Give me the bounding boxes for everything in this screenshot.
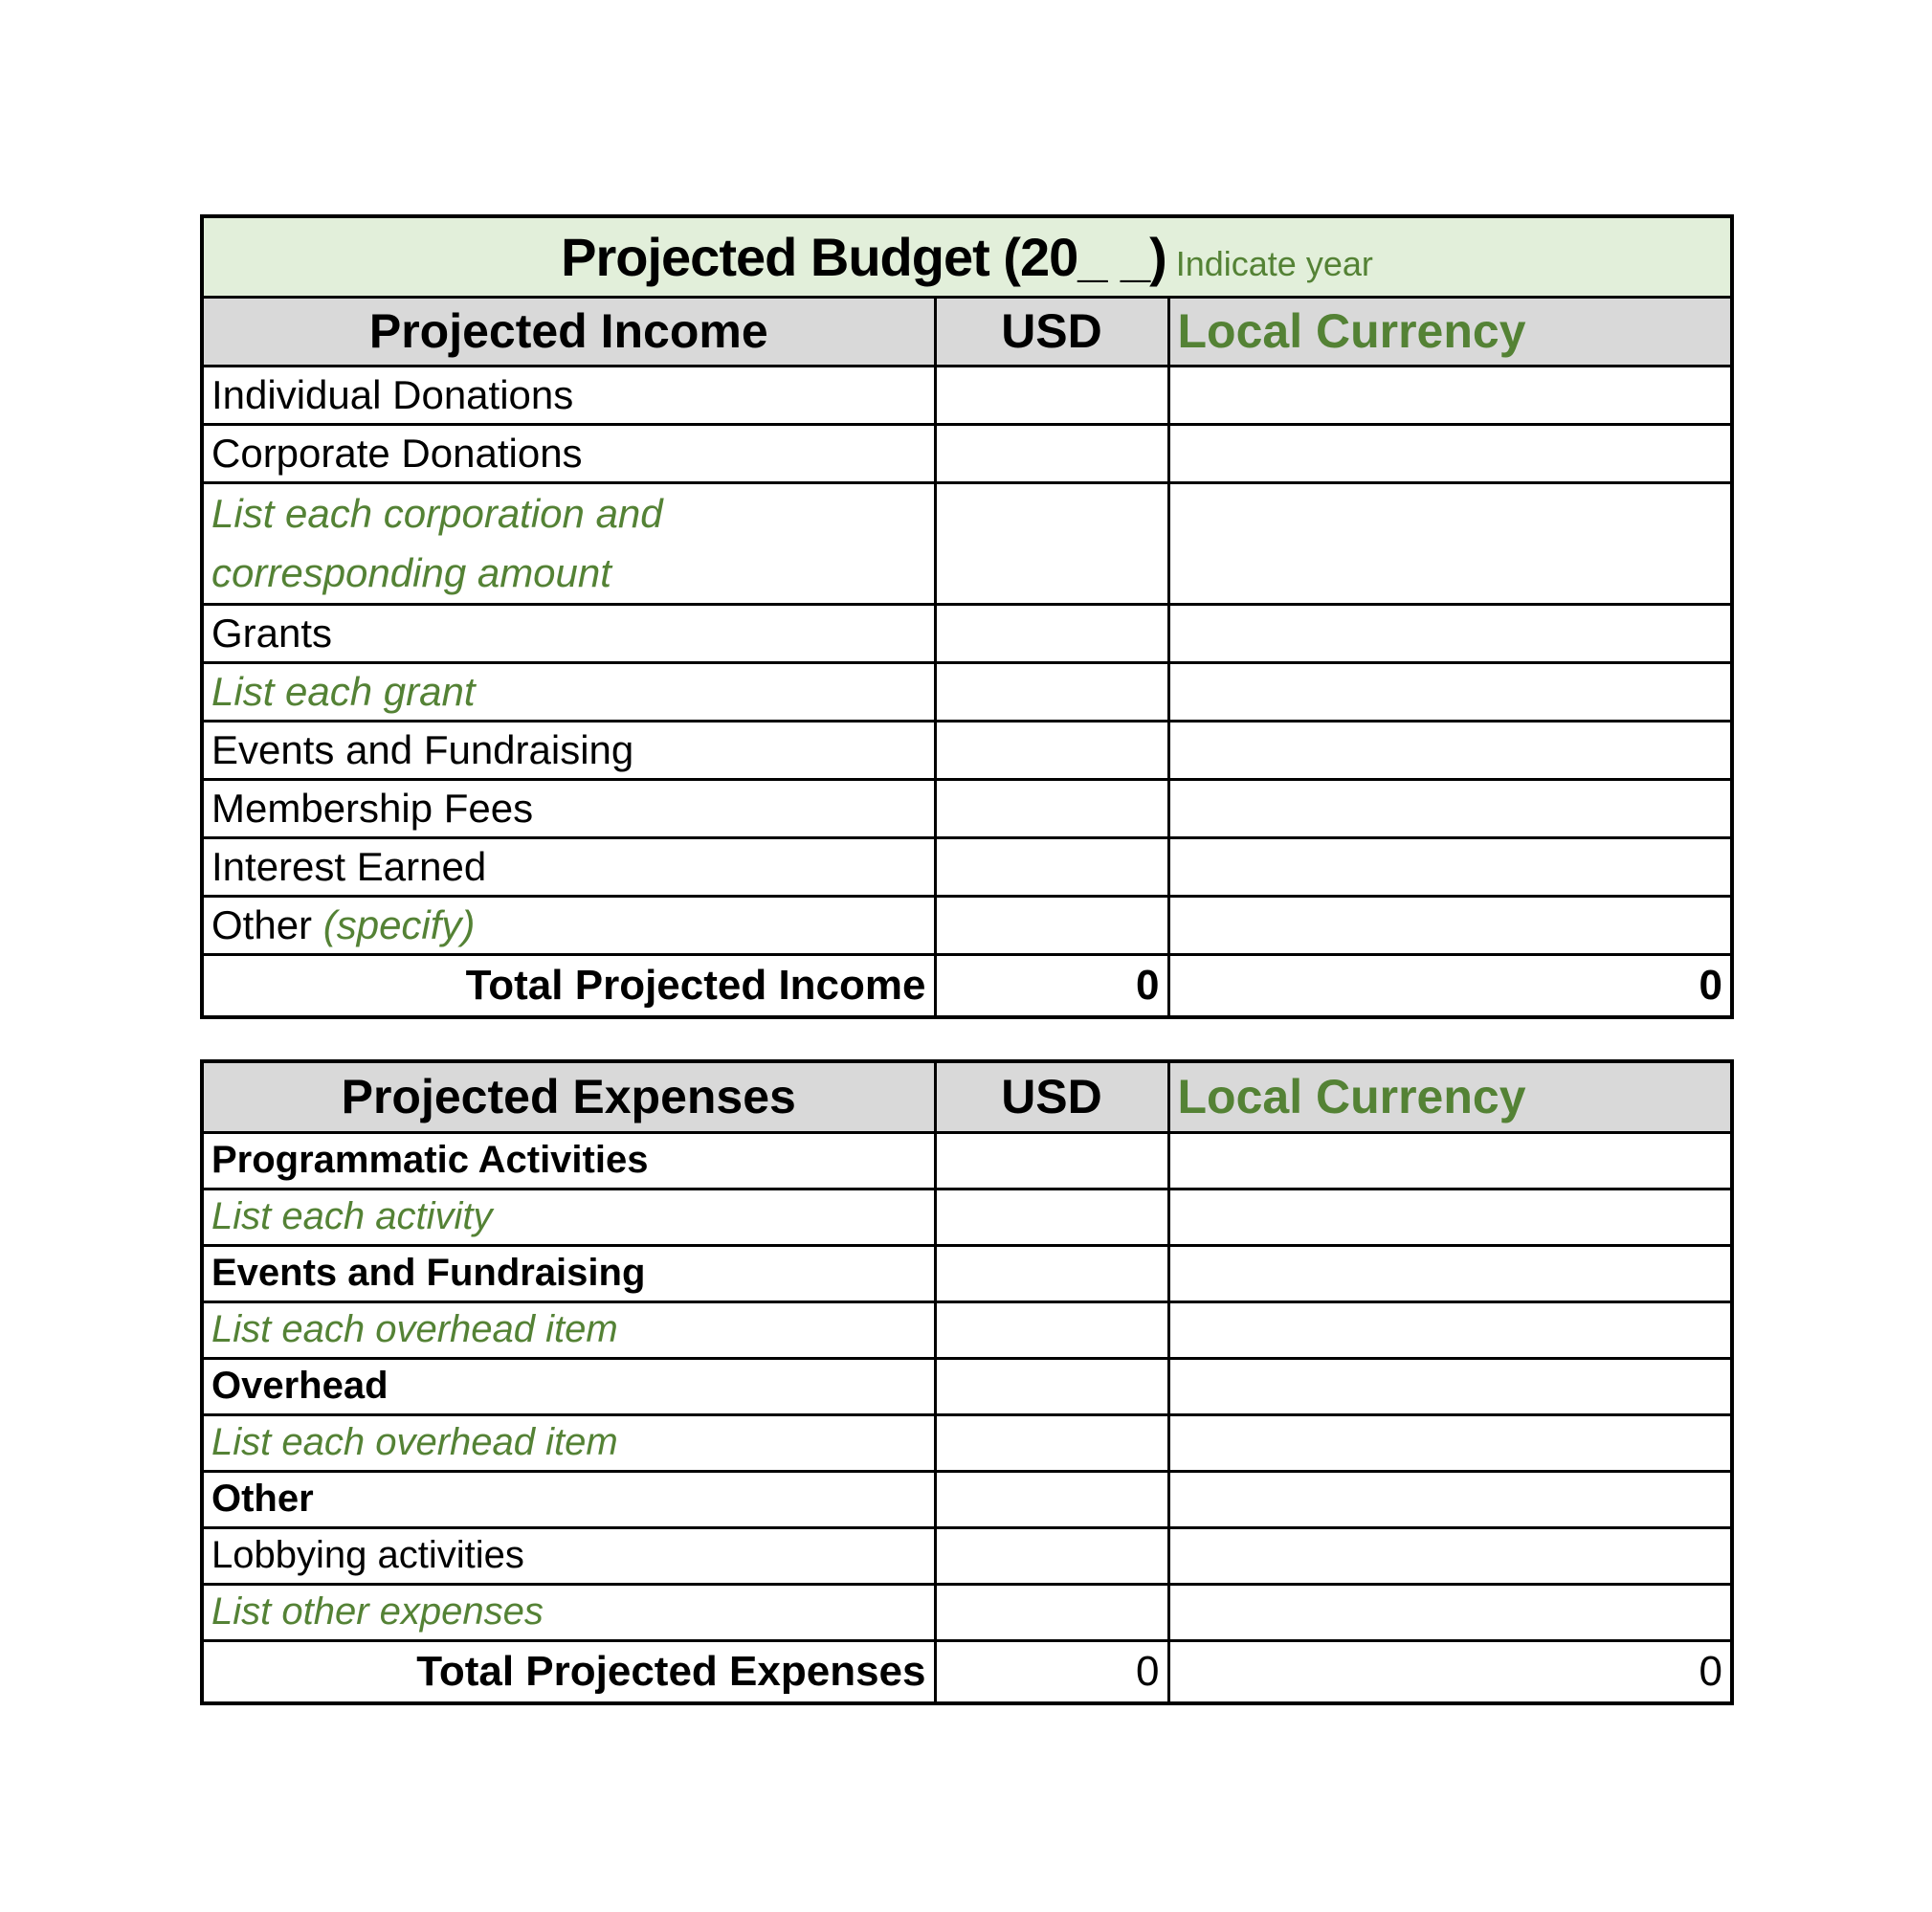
usd-cell[interactable] xyxy=(935,1245,1168,1301)
total-expenses-label: Total Projected Expenses xyxy=(204,1640,935,1701)
local-cell[interactable] xyxy=(1168,779,1730,837)
category-label: Overhead xyxy=(204,1358,935,1414)
usd-cell[interactable] xyxy=(935,1358,1168,1414)
total-income-local: 0 xyxy=(1168,954,1730,1015)
usd-cell[interactable] xyxy=(935,896,1168,954)
usd-cell[interactable] xyxy=(935,662,1168,721)
expenses-table xyxy=(200,1059,1734,1705)
table-row xyxy=(204,1358,1730,1414)
table-row xyxy=(204,482,1730,604)
table-row xyxy=(204,1132,1730,1189)
local-currency-header: Local Currency xyxy=(1168,297,1730,366)
total-income-label: Total Projected Income xyxy=(204,954,935,1015)
income-header-row xyxy=(204,297,1730,366)
usd-cell[interactable] xyxy=(935,1471,1168,1527)
table-row xyxy=(204,896,1730,954)
row-label: Grants xyxy=(204,604,935,662)
total-expenses-usd: 0 xyxy=(935,1640,1168,1701)
local-cell[interactable] xyxy=(1168,837,1730,896)
local-cell[interactable] xyxy=(1168,482,1730,604)
local-cell[interactable] xyxy=(1168,1471,1730,1527)
row-label-hint: List each overhead item xyxy=(204,1301,935,1358)
row-label: Corporate Donations xyxy=(204,424,935,482)
usd-cell[interactable] xyxy=(935,1584,1168,1640)
usd-cell[interactable] xyxy=(935,837,1168,896)
expenses-header-label: Projected Expenses xyxy=(204,1063,935,1132)
local-currency-header: Local Currency xyxy=(1168,1063,1730,1132)
local-cell[interactable] xyxy=(1168,1301,1730,1358)
row-label: Interest Earned xyxy=(204,837,935,896)
category-label: Programmatic Activities xyxy=(204,1132,935,1189)
local-cell[interactable] xyxy=(1168,424,1730,482)
row-label: Events and Fundraising xyxy=(204,721,935,779)
row-label-hint: List each activity xyxy=(204,1189,935,1245)
category-label: Other xyxy=(204,1471,935,1527)
usd-cell[interactable] xyxy=(935,604,1168,662)
expenses-total-row xyxy=(204,1640,1730,1701)
usd-cell[interactable] xyxy=(935,1301,1168,1358)
table-row xyxy=(204,424,1730,482)
local-cell[interactable] xyxy=(1168,896,1730,954)
row-label: Other xyxy=(211,901,313,947)
local-cell[interactable] xyxy=(1168,1527,1730,1584)
usd-cell[interactable] xyxy=(935,721,1168,779)
category-label: Events and Fundraising xyxy=(204,1245,935,1301)
row-label: Lobbying activities xyxy=(204,1527,935,1584)
usd-cell[interactable] xyxy=(935,1527,1168,1584)
row-label-other xyxy=(204,896,935,954)
table-row xyxy=(204,366,1730,424)
local-cell[interactable] xyxy=(1168,1358,1730,1414)
row-label-hint: List each corporation and corresponding amount xyxy=(204,482,935,604)
income-header-label: Projected Income xyxy=(204,297,935,366)
table-row xyxy=(204,1584,1730,1640)
local-cell[interactable] xyxy=(1168,1414,1730,1471)
local-cell[interactable] xyxy=(1168,1245,1730,1301)
local-cell[interactable] xyxy=(1168,366,1730,424)
expenses-header-row xyxy=(204,1063,1730,1132)
row-label-hint: List other expenses xyxy=(204,1584,935,1640)
local-cell[interactable] xyxy=(1168,1132,1730,1189)
local-cell[interactable] xyxy=(1168,721,1730,779)
table-row xyxy=(204,779,1730,837)
row-label: Individual Donations xyxy=(204,366,935,424)
row-label: Membership Fees xyxy=(204,779,935,837)
table-row xyxy=(204,837,1730,896)
local-cell[interactable] xyxy=(1168,662,1730,721)
row-label-hint: List each grant xyxy=(204,662,935,721)
usd-cell[interactable] xyxy=(935,366,1168,424)
table-row xyxy=(204,1414,1730,1471)
income-total-row xyxy=(204,954,1730,1015)
table-row xyxy=(204,662,1730,721)
income-table xyxy=(200,214,1734,1019)
usd-cell[interactable] xyxy=(935,1132,1168,1189)
total-expenses-local: 0 xyxy=(1168,1640,1730,1701)
table-row xyxy=(204,604,1730,662)
table-row xyxy=(204,1527,1730,1584)
page-title: Projected Budget (20_ _) xyxy=(561,226,1166,287)
usd-cell[interactable] xyxy=(935,424,1168,482)
row-label-hint: List each overhead item xyxy=(204,1414,935,1471)
usd-header: USD xyxy=(935,297,1168,366)
total-income-usd: 0 xyxy=(935,954,1168,1015)
table-row xyxy=(204,1301,1730,1358)
budget-title xyxy=(204,218,1730,297)
local-cell[interactable] xyxy=(1168,1189,1730,1245)
specify-hint: (specify) xyxy=(322,901,476,947)
table-row xyxy=(204,1245,1730,1301)
table-row xyxy=(204,721,1730,779)
usd-cell[interactable] xyxy=(935,779,1168,837)
local-cell[interactable] xyxy=(1168,604,1730,662)
usd-cell[interactable] xyxy=(935,1189,1168,1245)
usd-cell[interactable] xyxy=(935,482,1168,604)
table-row xyxy=(204,1189,1730,1245)
usd-header: USD xyxy=(935,1063,1168,1132)
year-hint: Indicate year xyxy=(1175,243,1373,283)
local-cell[interactable] xyxy=(1168,1584,1730,1640)
table-row xyxy=(204,1471,1730,1527)
usd-cell[interactable] xyxy=(935,1414,1168,1471)
